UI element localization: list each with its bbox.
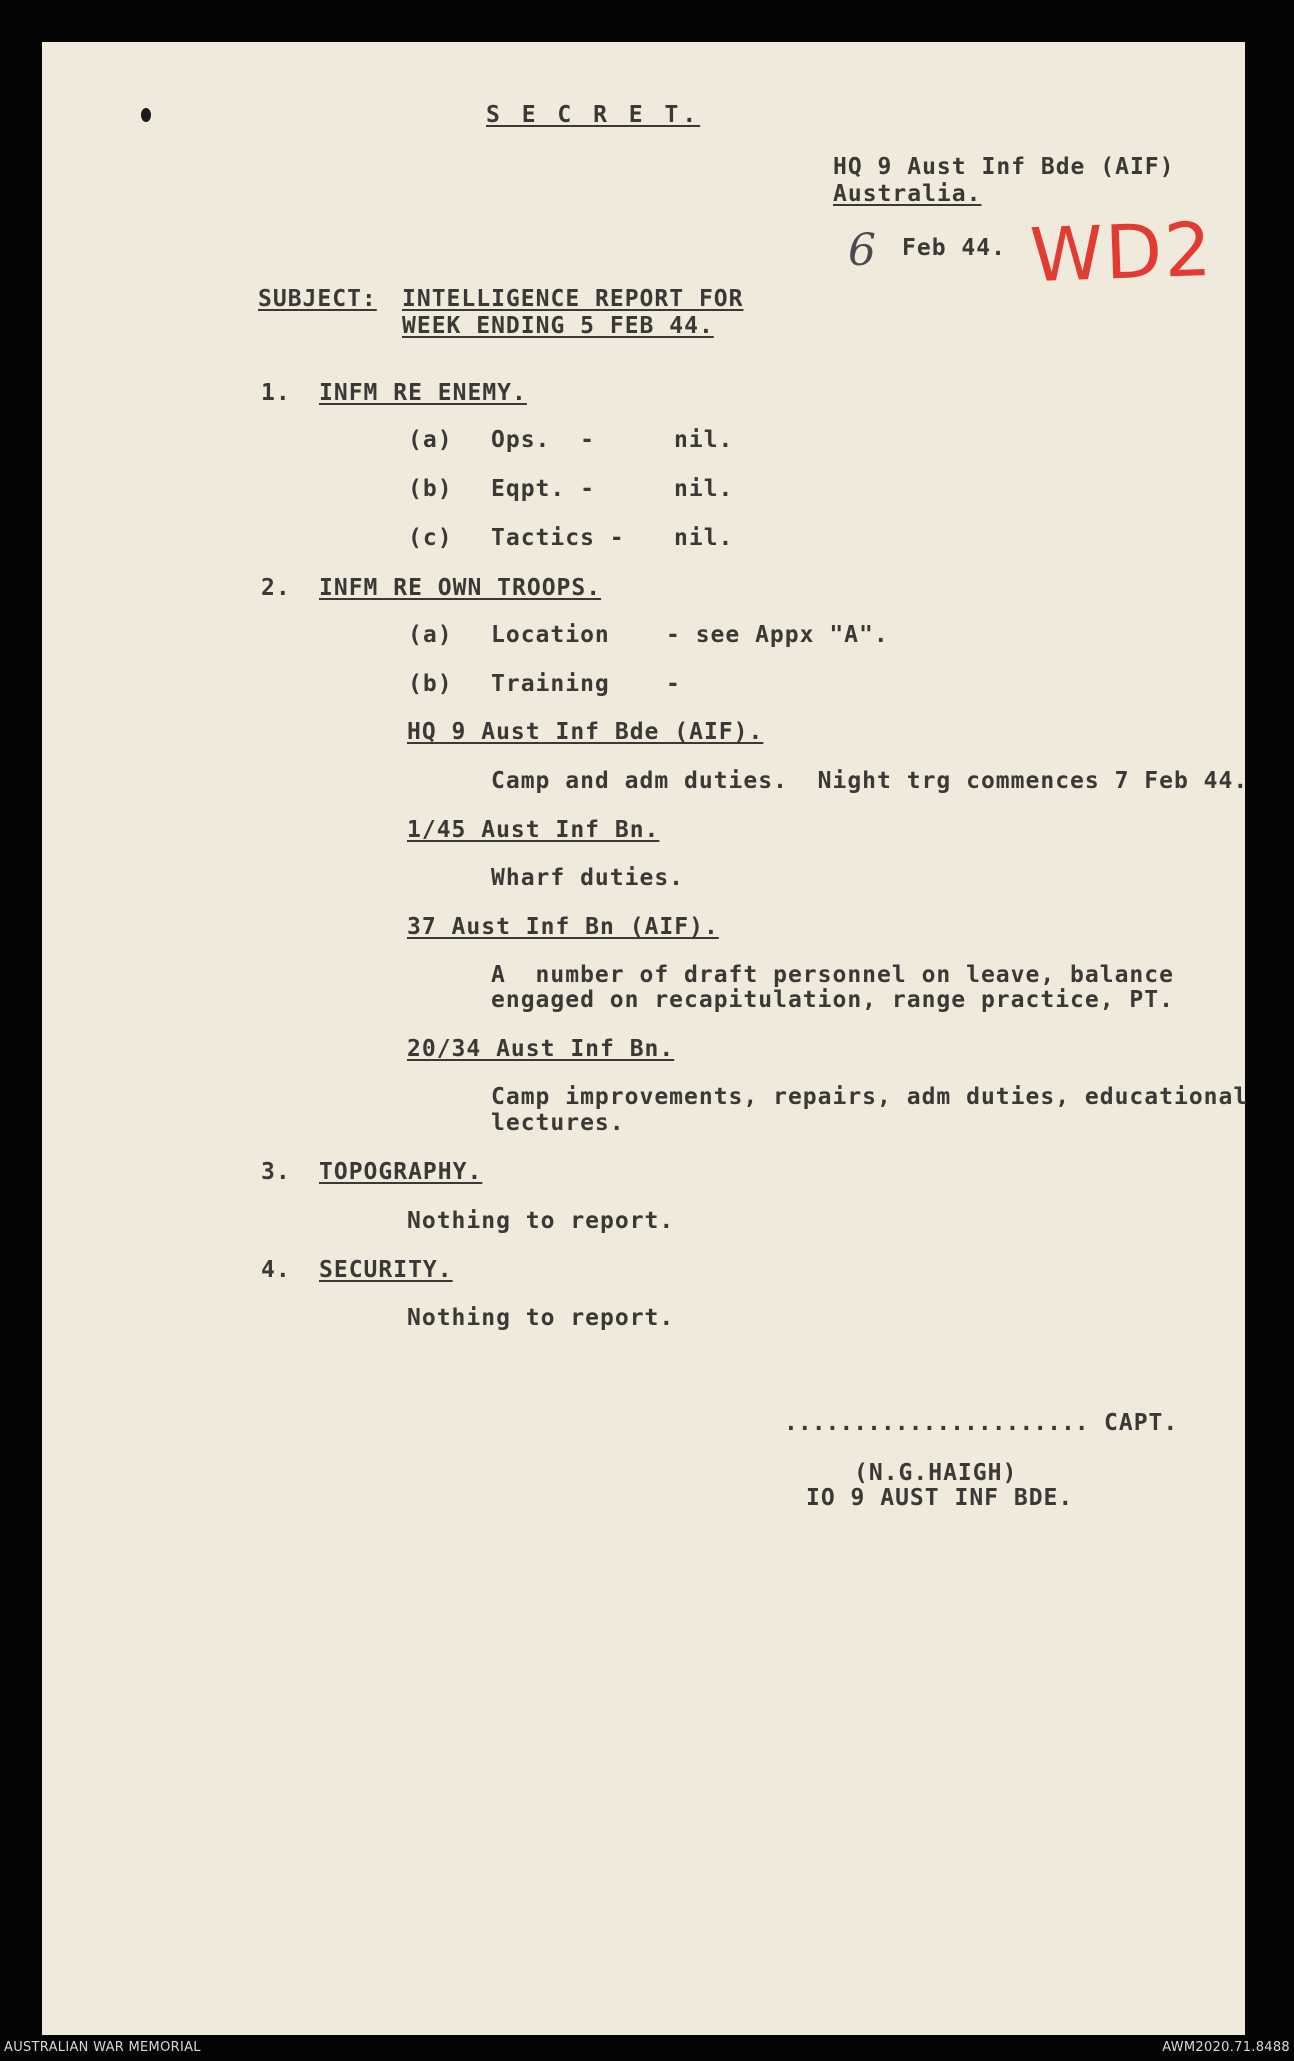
unit-name: 20/34 Aust Inf Bn. xyxy=(407,1036,675,1062)
section-title: INFM RE ENEMY. xyxy=(319,380,527,406)
section-title: SECURITY. xyxy=(319,1257,453,1283)
item-value: nil. xyxy=(674,476,734,502)
classification-heading: S E C R E T. xyxy=(486,102,701,128)
item-label: Eqpt. - xyxy=(491,476,595,502)
unit-name: HQ 9 Aust Inf Bde (AIF). xyxy=(407,719,764,745)
section-title: INFM RE OWN TROOPS. xyxy=(319,575,602,601)
footer-accession-number: AWM2020.71.8488 xyxy=(1162,2040,1290,2055)
item-value: nil. xyxy=(674,427,734,453)
footer-credit: AUSTRALIAN WAR MEMORIAL xyxy=(4,2040,201,2055)
item-value: nil. xyxy=(674,525,734,551)
unit-text: Wharf duties. xyxy=(491,865,685,891)
unit-text: lectures. xyxy=(491,1110,625,1136)
item-label: Tactics - xyxy=(491,525,625,551)
subject-line-2: WEEK ENDING 5 FEB 44. xyxy=(402,313,714,339)
signature-rank: CAPT. xyxy=(1104,1410,1179,1436)
item-letter: (a) xyxy=(408,427,453,453)
item-letter: (a) xyxy=(408,622,453,648)
document-page xyxy=(42,42,1249,2035)
section-number: 3. xyxy=(261,1159,291,1185)
item-label: Location xyxy=(491,622,610,648)
punch-hole xyxy=(141,108,151,122)
item-letter: (c) xyxy=(408,525,453,551)
section-text: Nothing to report. xyxy=(407,1208,675,1234)
unit-text: engaged on recapitulation, range practice, PT. xyxy=(491,987,1174,1013)
item-value: - see Appx "A". xyxy=(666,622,889,648)
section-number: 2. xyxy=(261,575,291,601)
section-text: Nothing to report. xyxy=(407,1305,675,1331)
unit-name: 1/45 Aust Inf Bn. xyxy=(407,817,660,843)
signatory-name: (N.G.HAIGH) xyxy=(854,1460,1018,1486)
item-letter: (b) xyxy=(408,476,453,502)
item-label: Ops. - xyxy=(491,427,595,453)
handwritten-date-day: 6 xyxy=(848,225,876,276)
subject-line-1: INTELLIGENCE REPORT FOR xyxy=(402,286,744,312)
item-letter: (b) xyxy=(408,671,453,697)
address-line-2: Australia. xyxy=(833,181,982,207)
section-title: TOPOGRAPHY. xyxy=(319,1159,483,1185)
item-value: - xyxy=(666,671,681,697)
section-number: 4. xyxy=(261,1257,291,1283)
address-line-1: HQ 9 Aust Inf Bde (AIF) xyxy=(833,154,1175,180)
section-number: 1. xyxy=(261,380,291,406)
unit-text: Camp improvements, repairs, adm duties, educational xyxy=(491,1084,1249,1110)
date-month-year: Feb 44. xyxy=(902,235,1006,261)
unit-text: Camp and adm duties. Night trg commences 7 Feb 44. xyxy=(491,768,1249,794)
item-label: Training xyxy=(491,671,610,697)
signatory-role: IO 9 AUST INF BDE. xyxy=(806,1485,1074,1511)
subject-label: SUBJECT: xyxy=(258,286,377,312)
red-annotation: WD2 xyxy=(1028,206,1215,300)
unit-name: 37 Aust Inf Bn (AIF). xyxy=(407,914,719,940)
unit-text: A number of draft personnel on leave, balance xyxy=(491,962,1174,988)
signature-dots: ...................... xyxy=(784,1410,1089,1436)
